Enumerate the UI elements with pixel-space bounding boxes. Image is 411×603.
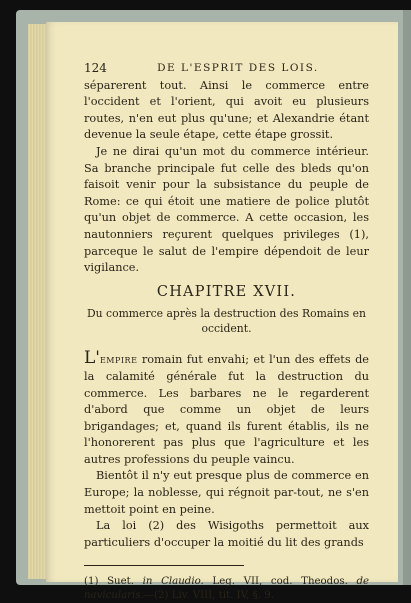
chapter-title: CHAPITRE XVII. bbox=[156, 283, 297, 300]
paragraph-text: romain fut envahi; et l'un des effets de la calamité générale fut la destruction du commerce. Les barbares ne le regarderent d'abord que comme un objet de leurs brigandages; et, quand ils furent établis, ils ne l'honorerent pas plus que l'agriculture et les autres professions du peuple vaincu. bbox=[84, 353, 369, 466]
book-cover-edge bbox=[403, 10, 411, 585]
running-title: DE L'ESPRIT DES LOIS. bbox=[157, 62, 319, 74]
body-paragraph: Je ne dirai qu'un mot du commerce intérieur. Sa branche principale fut celle des bleds qu'on faisoit venir pour la subsistance du peuple de Rome: ce qui étoit une matiere de police plutôt qu'un objet de commerce. A cette occasion, les nautonniers reçurent quelques privileges (1), parceque le salut de l'empire dépendoit de leur vigilance. bbox=[84, 144, 369, 275]
chapter-paragraph: Bientôt il n'y eut presque plus de commerce en Europe; la noblesse, qui régnoit par-tout, ne s'en mettoit point en peine. bbox=[84, 469, 369, 516]
running-header bbox=[84, 60, 369, 77]
footnote-text: —(2) Liv. VIII, tit. IV, §. 9. bbox=[143, 590, 274, 602]
smallcaps-word: empire bbox=[99, 353, 138, 367]
chapter-subtitle-line: occident. bbox=[201, 322, 252, 336]
drop-cap: L' bbox=[84, 348, 100, 369]
body-paragraph: séparerent tout. Ainsi le commerce entre l'occident et l'orient, qui avoit eu plusieurs routes, n'en eut plus qu'une; et Alexandrie étant devenue la seule étape, cette étape grossit. bbox=[84, 78, 369, 142]
footnote-text: Leg. VII, cod. Theodos. bbox=[203, 576, 357, 588]
page-number: 124 bbox=[84, 61, 107, 75]
chapter-paragraph bbox=[84, 350, 369, 468]
footnote bbox=[84, 575, 369, 603]
footnote-divider bbox=[84, 565, 244, 566]
page-edges bbox=[28, 24, 48, 579]
footnote-italic: de navicularis. bbox=[84, 576, 370, 602]
chapter-subtitle-line: Du commerce après la destruction des Romains en bbox=[86, 307, 366, 321]
chapter-subtitle bbox=[84, 306, 369, 336]
text-column bbox=[84, 60, 369, 603]
footnote-italic: in Claudio. bbox=[142, 576, 204, 588]
footnote-text: (1) Suet. bbox=[84, 576, 143, 588]
chapter-paragraph: La loi (2) des Wisigoths permettoit aux particuliers d'occuper la moitié du lit des grands bbox=[84, 519, 369, 549]
